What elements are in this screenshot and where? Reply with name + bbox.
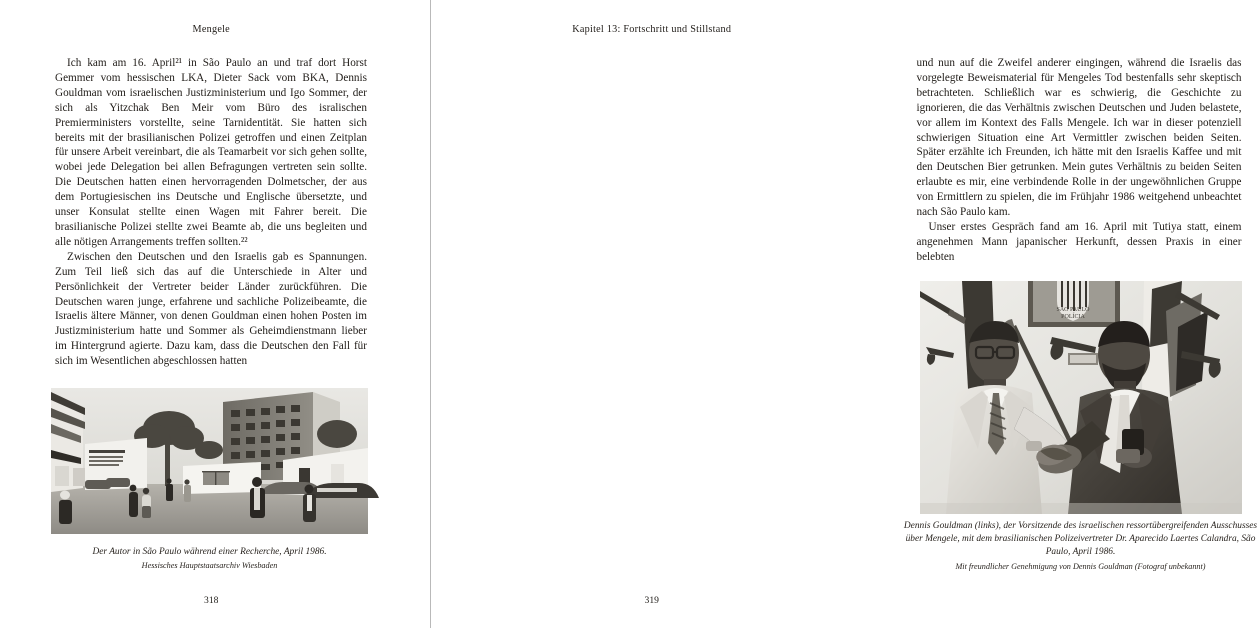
paragraph: Ich kam am 16. April²¹ in São Paulo an und traf dort Horst Gemmer vom hessischen LKA, Dieter Sack vom BKA, Dennis Gouldman vom israelischen Justizministerium und Igo Sommer, der sich als Yitzchak Ben Meir vom Büro des isralischen Premierministers vorstellte, seine Tarnidentität. Sie hatten sich bereits mit der brasilianischen Polizei getroffen und einen Zeitplan für unsere Arbeit vereinbart, die als Teamarbeit vor sich gehen sollte, wobei jede Delegation bei allen Befragungen vertreten sein sollte. Die Deutschen hatten einen hervorragenden Dolmetscher, der aus dem Portugiesischen ins Deutsche und Englische übersetzte, und unser Konsulat stellte einen Wagen mit Fahrer bereit. Die brasilianische Polizei stellte zwei Beamte ab, die uns begleiten und alle nötigen Arrangements treffen sollten.²² xyxy=(55,57,367,248)
figure-right xyxy=(920,281,1242,514)
running-head-right: Kapitel 13: Fortschritt und Stillstand xyxy=(572,24,732,35)
caption-text: Der Autor in São Paulo während einer Recherche, April 1986. xyxy=(92,547,327,557)
page-left xyxy=(0,0,430,628)
caption-credit: Mit freundlicher Genehmigung von Dennis Gouldman (Fotograf unbekannt) xyxy=(955,561,1206,571)
body-text-left xyxy=(55,56,367,369)
figure-left xyxy=(51,388,368,534)
page-number-left: 318 xyxy=(204,595,219,606)
page-gutter-divider xyxy=(430,0,431,628)
paragraph: und nun auf die Zweifel anderer eingingen, während die Israelis das vorgelegte Beweismaterial für Mengeles Tod bestenfalls sehr skeptisch betrachteten. Schließlich war es schwierig, die Geschichte zu ignorieren, die das Verhältnis zwischen Deutschen und Juden belastete, vor allem im Kontext des Falls Mengele. Ich war in dieser potenziell schwierigen Situation eine Art Vermittler zwischen beiden Seiten. Später erzählte ich Freunden, ich hätte mit den Israelis Kaffee und mit den Deutschen Bier getrunken. Mein gutes Verhältnis zu beiden Seiten erlaubte es mir, eine verbindende Rolle in der ungewöhnlichen Gruppe von Ermittlern zu spielen, die im Frühjahr 1986 weitgehend unbeachtet nach São Paulo kam. xyxy=(916,57,1242,219)
paragraph: Zwischen den Deutschen und den Israelis gab es Spannungen. Zum Teil ließ sich das auf die Unterschiede in Alter und Persönlichkeit der Vertreter beider Länder zurückführen. Die Deutschen waren junge, erfahrene und sachliche Polizeibeamte, die Israelis ältere Männer, von denen Gouldman einen hohen Posten im Justizministerium hatte und Sommer als Geheimdienstmann lieber im Hintergrund agierte. Dazu kam, dass die Deutschen den Fall für sich im Wesentlichen abgeschlossen hatten xyxy=(55,250,367,368)
body-text-right xyxy=(917,56,1242,265)
svg-text:SÃO PAULO: SÃO PAULO xyxy=(1056,307,1089,313)
photo-handshake-gouldman-calandra xyxy=(920,281,1242,514)
svg-text:POLÍCIA: POLÍCIA xyxy=(1060,314,1085,320)
page-number-right: 319 xyxy=(644,595,659,606)
running-head-left: Mengele xyxy=(192,24,230,35)
page-right xyxy=(430,0,1258,628)
caption-credit: Hessisches Hauptstaatsarchiv Wiesbaden xyxy=(141,561,278,571)
caption-text: Dennis Gouldman (links), der Vorsitzende des israelischen ressortübergreifenden Ausschusses über Mengele, mit dem brasilianischen Polizeivertreter Dr. Aparecido Laertes Calandra, São Paulo, April 1986. xyxy=(903,521,1258,558)
photo-sao-paulo-street xyxy=(51,388,368,534)
figure-caption-left xyxy=(36,546,383,573)
figure-caption-right xyxy=(903,520,1259,573)
paragraph: Unser erstes Gespräch fand am 16. April mit Tutiya statt, einem angenehmen Mann japanischer Herkunft, dessen Praxis in einer belebten xyxy=(916,220,1242,263)
